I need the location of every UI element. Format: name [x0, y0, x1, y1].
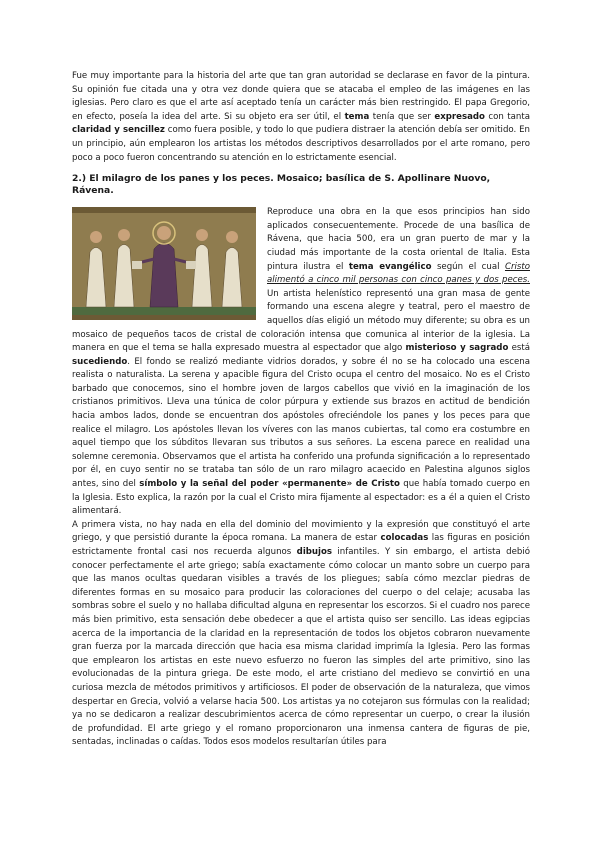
- text-run: Reproduce una obra en la que esos principios han sido aplicados consecuentemente. Procede de una basílica de Rávena, que hacia 500, era un gran puerto de mar y la ciudad más importante de la costa oriental de Italia. Esta pintura ilustra el: [267, 207, 530, 272]
- text-run: con tanta: [484, 111, 530, 122]
- text-run: según el cual: [431, 261, 505, 272]
- text-run: está: [508, 343, 530, 354]
- text-run: infantiles. Y sin embargo, el artista debió conocer perfectamente el arte griego; sabía exactamente cómo colocar un manto sobre un cuerpo para que las manos ocultas quedaran visibles a través de los pliegues; sabía cómo mezclar piedras de diferentes formas en su mosaico para producir las coloraciones del cuerpo o del celaje; acusaba las sombras sobre el suelo y no hallaba dificultad alguna en representar los escorzos. Si el cuadro nos parece más bien primitivo, esta sensación debe obedecer a que el artista quiso ser sencillo. Las ideas egipcias acerca de la importancia de la claridad en la representación de todos los objetos cobraron nuevamente gran fuerza por la marcada dirección que hacia esa misma claridad imprimía la Iglesia. Pero las formas que emplearon los artistas en este nuevo esfuerzo no fueron las simples del arte primitivo, sino las evolucionadas de la pintura griega. De este modo, el arte cristiano del medievo se convirtió en una curiosa mezcla de métodos primitivos y artificiosos. El poder de observación de la naturaleza, que vimos despertar en Grecia, volvió a velarse hacia 500. Los artistas ya no cotejaron sus fórmulas con la realidad; ya no se dedicaron a realizar descubrimientos acerca de cómo representar un cuerpo, o crear la ilusión de profundidad. El arte griego y el romano proporcionaron una inmensa cantera de figuras de pie, sentadas, inclinadas o caídas. Todos esos modelos resultarían útiles para: [72, 547, 530, 748]
- paragraph-analysis: [72, 519, 530, 750]
- text-run: Fue muy importante para la historia del arte que tan gran autoridad se declarase en favor de la pintura. Su opinión fue citada una y otra vez donde quiera que se atacaba el empleo de las imágenes en las iglesias. Pero claro es que el arte así aceptado tenía un carácter más bien restringido. El papa Gregorio, en efecto, poseía la idea del arte. Si su objeto era ser útil, el: [72, 71, 530, 122]
- bold-run: dibujos: [296, 547, 333, 557]
- mosaic-picture: [72, 207, 256, 320]
- text-run: las figuras en posición estrictamente frontal casi nos recuerda algunos: [72, 533, 530, 557]
- bold-run: tema evangélico: [348, 261, 432, 272]
- paragraph-intro: [72, 70, 530, 165]
- bold-run: misterioso y sagrado: [405, 343, 509, 354]
- document-page: [72, 70, 530, 750]
- bold-run: expresado: [434, 111, 485, 122]
- text-run: como fuera posible, y todo lo que pudiera distraer la atención debía ser omitido. En un principio, aún emplearon los artistas los métodos descriptivos desarrollados por el arte romano, pero poco a poco fueron concentrando su atención en lo estrictamente esencial.: [72, 125, 530, 163]
- bold-run: sucediendo: [72, 356, 128, 367]
- bold-run: tema: [344, 111, 370, 122]
- bold-run: claridad y sencillez: [72, 125, 165, 136]
- text-run: Un artista helenístico representó una gran masa de gente formando una escena alegre y teatral, pero el maestro de aquellos días eligió un método muy diferente; su obra es un mosaico de pequeños tacos de cristal de coloración intensa que comunica al interior de la iglesia. La manera en que el tema se halla expresado muestra al espectador que algo: [72, 288, 530, 354]
- section-heading: 2.) El milagro de los panes y los peces. Mosaico; basílica de S. Apollinare Nuovo, Rávena.: [72, 173, 491, 197]
- bold-run: colocadas: [380, 533, 429, 544]
- underlined-quote: Cristo alimentó a cinco mil personas con cinco panes y dos peces.: [267, 261, 530, 286]
- text-run: tenía que ser: [369, 111, 435, 122]
- text-run: A primera vista, no hay nada en ella del dominio del movimiento y la expresión que constituyó el arte griego, y que persistió durante la época romana. La manera de estar: [72, 519, 530, 544]
- bold-run: símbolo y la señal del poder «permanente» de Cristo: [139, 479, 400, 490]
- text-run: . El fondo se realizó mediante vidrios dorados, y sobre él no se ha colocado una escena realista o naturalista. La serena y apacible figura del Cristo ocupa el centro del mosaico. No es el Cristo barbado que conocemos, sino el hombre joven de largos cabellos que vivió en la imaginación de los cristianos primitivos. Lleva una túnica de color púrpura y extiende sus brazos en actitud de bendición hacia ambos lados, donde se encuentran dos apóstoles ofreciéndole los panes y los peces para que realice el milagro. Los apóstoles llevan los víveres con las manos cubiertas, tal como era costumbre en aquel tiempo que los súbditos llevaran sus tributos a sus señores. La escena parece en realidad una solemne ceremonia. Observamos que el artista ha conferido una profunda significación a lo representado por él, en cuyo sentir no se trataba tan sólo de un raro milagro acaecido en Palestina algunos siglos antes, sino del: [72, 356, 530, 490]
- text-run: que había tomado cuerpo en la Iglesia. Esto explica, la razón por la cual el Cristo mira fijamente al espectador: es a él a quien el Cristo alimentará.: [72, 479, 530, 517]
- mosaic-image: [72, 207, 256, 320]
